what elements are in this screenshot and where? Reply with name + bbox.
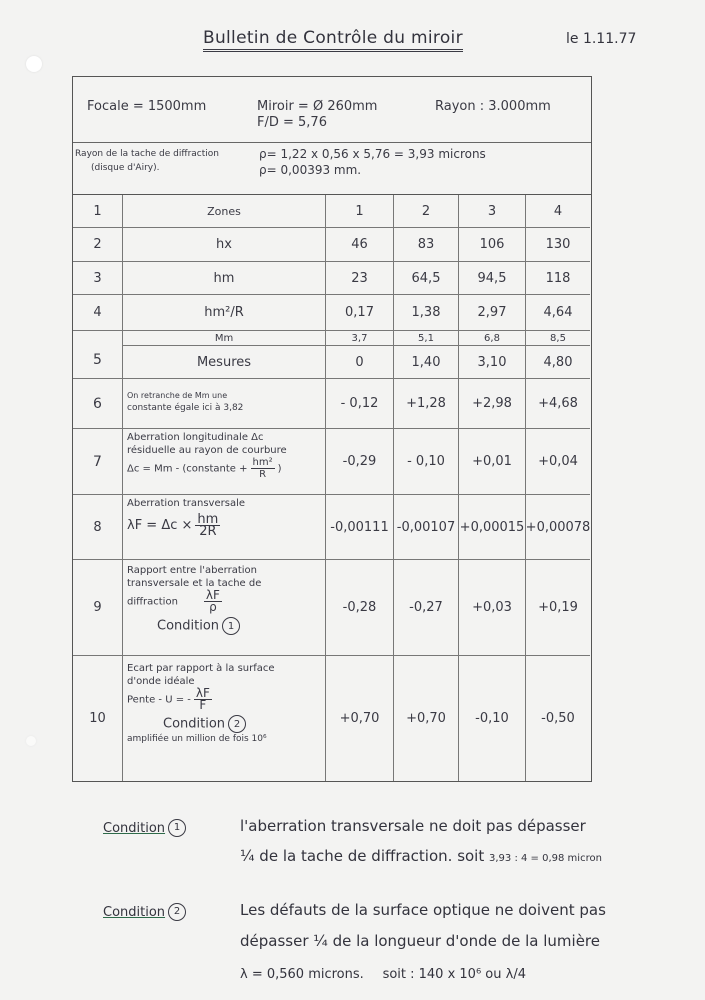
row-label: hm <box>123 262 326 294</box>
condition-label: Condition <box>163 716 226 732</box>
label-line: Rapport entre l'aberration <box>127 565 257 576</box>
ratio-formula <box>127 590 225 613</box>
cell-zone-4: -0,50 <box>541 711 575 726</box>
row-number: 1 <box>73 195 123 227</box>
mm-zone-4: 8,5 <box>550 332 566 344</box>
condition-label: Condition <box>103 905 166 920</box>
mirror-specs <box>73 77 591 143</box>
condition-2-ref <box>163 715 246 733</box>
cell-zone-1: 0 <box>326 345 394 379</box>
fraction <box>194 688 212 711</box>
cell-zone-3: 94,5 <box>459 262 526 294</box>
condition-2-text: Les défauts de la surface optique ne doivent pas <box>240 901 606 919</box>
fraction <box>195 514 220 537</box>
cell-zone-4: 4,64 <box>543 305 573 320</box>
table-row <box>73 656 590 781</box>
condition-label: Condition <box>157 618 220 634</box>
row-label: hx <box>123 228 326 261</box>
row-label <box>123 495 326 559</box>
condition-2-text-2: dépasser ¼ de la longueur d'onde de la lumière <box>240 932 600 950</box>
cell-zone-3: 3,10 <box>459 345 526 379</box>
row-label <box>123 560 326 655</box>
cell-zone-3: 3 <box>459 195 526 227</box>
table-row <box>73 331 590 379</box>
row-number: 8 <box>73 495 123 559</box>
diffraction-spot <box>73 143 591 195</box>
circled-number-icon: 1 <box>168 819 186 837</box>
cell-zone-1: 46 <box>326 228 394 261</box>
row-number: 4 <box>73 295 123 330</box>
cell-zone-2: 2 <box>394 195 459 227</box>
focal-length: Focale = 1500mm <box>87 99 207 114</box>
row-label <box>123 379 326 428</box>
cell-zone-2: +1,28 <box>394 379 459 428</box>
control-sheet-table <box>72 76 592 782</box>
cell-zone-2: -0,27 <box>394 560 459 655</box>
denominator: R <box>259 469 267 480</box>
table-row <box>73 379 590 429</box>
table-row <box>73 195 590 228</box>
row-label <box>123 429 326 494</box>
row-number: 3 <box>73 262 123 294</box>
cell-zone-3: 2,97 <box>459 295 526 330</box>
label-line: transversale et la tache de <box>127 578 262 589</box>
row-number: 6 <box>73 379 123 428</box>
mm-label: Mm <box>123 331 326 345</box>
condition-2 <box>103 902 186 921</box>
cell-zone-3: -0,10 <box>459 656 526 781</box>
cell-zone-3: +2,98 <box>459 379 526 428</box>
cell-zone-3: +0,03 <box>459 560 526 655</box>
cell-zone-4: +4,68 <box>538 396 578 411</box>
cell-zone-4: 4 <box>553 203 563 219</box>
circled-number-icon: 1 <box>222 617 240 635</box>
row-number: 10 <box>73 656 123 781</box>
row-number: 9 <box>73 560 123 655</box>
rho-mm: ρ= 0,00393 mm. <box>259 163 362 177</box>
table-row <box>73 495 590 560</box>
cell-zone-2: 1,40 <box>394 345 459 379</box>
circled-number-icon: 2 <box>168 903 186 921</box>
amplification-note: amplifiée un million de fois 10⁶ <box>127 734 267 744</box>
cell-zone-2: 1,38 <box>394 295 459 330</box>
numerator: hm² <box>252 457 273 468</box>
slope-formula <box>127 688 215 711</box>
row-number: 5 <box>73 331 123 378</box>
lambda-f-formula <box>127 514 223 537</box>
cell-zone-4: +0,04 <box>538 454 578 469</box>
numerator: λF <box>195 686 210 700</box>
cell-zone-4: +0,19 <box>538 600 578 615</box>
table-row <box>73 228 590 262</box>
row-label: Zones <box>123 195 326 227</box>
cell-zone-2: +0,70 <box>394 656 459 781</box>
numerator: λF <box>205 588 220 602</box>
condition-1-text-2 <box>240 847 602 865</box>
row-label: hm²/R <box>123 295 326 330</box>
row-number: 2 <box>73 228 123 261</box>
condition-1-text: l'aberration transversale ne doit pas dépasser <box>240 817 586 835</box>
cell-zone-1: +0,70 <box>326 656 394 781</box>
rho-formula: ρ= 1,22 x 0,56 x 5,76 = 3,93 microns <box>259 147 486 161</box>
condition-calc: 3,93 : 4 = 0,98 micron <box>489 853 602 864</box>
denominator: 2R <box>199 524 217 539</box>
label-line: diffraction <box>127 596 178 608</box>
airy-disc-label: (disque d'Airy). <box>91 163 160 173</box>
cell-zone-1: -0,28 <box>326 560 394 655</box>
cell-zone-2: -0,00107 <box>394 495 459 559</box>
row-label <box>123 656 326 781</box>
denominator: ρ <box>209 600 217 614</box>
cell-zone-3: 106 <box>459 228 526 261</box>
table-row <box>73 295 590 331</box>
delta-c-formula: Δc = Mm - (constante + $\frac{\text{hm²}}{R}$ ) <box>127 457 282 480</box>
denominator: F <box>199 698 207 712</box>
cell-zone-3: +0,01 <box>459 429 526 494</box>
label-line: λF = Δc × <box>127 518 193 533</box>
mm-subrow <box>123 331 590 346</box>
cell-zone-2: - 0,10 <box>394 429 459 494</box>
cell-zone-2: 64,5 <box>394 262 459 294</box>
cell-zone-1: 23 <box>326 262 394 294</box>
cell-zone-4: 130 <box>545 237 571 252</box>
mm-zone-2: 5,1 <box>394 331 459 345</box>
document-date: le 1.11.77 <box>566 31 637 47</box>
row-label: Mesures <box>123 345 326 379</box>
table-row <box>73 429 590 495</box>
mm-zone-3: 6,8 <box>459 331 526 345</box>
condition-1-ref <box>157 617 240 635</box>
cell-zone-4: +0,00078 <box>525 519 591 535</box>
cell-zone-1: - 0,12 <box>326 379 394 428</box>
label-line: Aberration longitudinale Δc <box>127 432 264 443</box>
cell-zone-1: -0,29 <box>326 429 394 494</box>
label-line: Ecart par rapport à la surface <box>127 663 275 674</box>
radius-of-curvature: Rayon : 3.000mm <box>435 99 551 114</box>
label-line: d'onde idéale <box>127 676 195 687</box>
fraction <box>251 457 275 480</box>
condition-label: Condition <box>103 821 166 836</box>
focal-ratio: F/D = 5,76 <box>257 115 327 130</box>
condition-1 <box>103 818 186 837</box>
table-row <box>73 262 590 295</box>
wavelength: λ = 0,560 microns. <box>240 967 364 982</box>
circled-number-icon: 2 <box>228 715 246 733</box>
row-number: 7 <box>73 429 123 494</box>
cell-zone-2: 83 <box>394 228 459 261</box>
numerator: hm <box>197 512 219 527</box>
condition-calc: soit : 140 x 10⁶ ou λ/4 <box>382 967 526 982</box>
condition-line: ¼ de la tache de diffraction. soit <box>240 847 485 865</box>
cell-zone-1: 1 <box>326 195 394 227</box>
label-line: Aberration transversale <box>127 498 246 509</box>
label-line: Δc = Mm - (constante + <box>127 463 248 475</box>
cell-zone-4: 4,80 <box>543 354 573 370</box>
label-line: résiduelle au rayon de courbure <box>127 445 287 456</box>
table-row <box>73 560 590 656</box>
mm-zone-1: 3,7 <box>326 331 394 345</box>
diffraction-label: Rayon de la tache de diffraction <box>75 149 219 159</box>
document-title: Bulletin de Contrôle du miroir <box>203 28 463 52</box>
cell-zone-1: 0,17 <box>326 295 394 330</box>
punch-hole-bottom <box>26 736 36 746</box>
cell-zone-3: +0,00015 <box>459 495 526 559</box>
mirror-diameter: Miroir = Ø 260mm <box>257 99 378 114</box>
label-line: On retranche de Mm une <box>127 391 228 400</box>
condition-2-text-3 <box>240 964 526 982</box>
label-line: constante égale ici à 3,82 <box>127 403 244 413</box>
label-line: Pente - U = - <box>127 694 191 706</box>
fraction <box>204 590 222 613</box>
cell-zone-1: -0,00111 <box>326 495 394 559</box>
cell-zone-4: 118 <box>545 270 571 286</box>
punch-hole-top <box>26 56 42 72</box>
